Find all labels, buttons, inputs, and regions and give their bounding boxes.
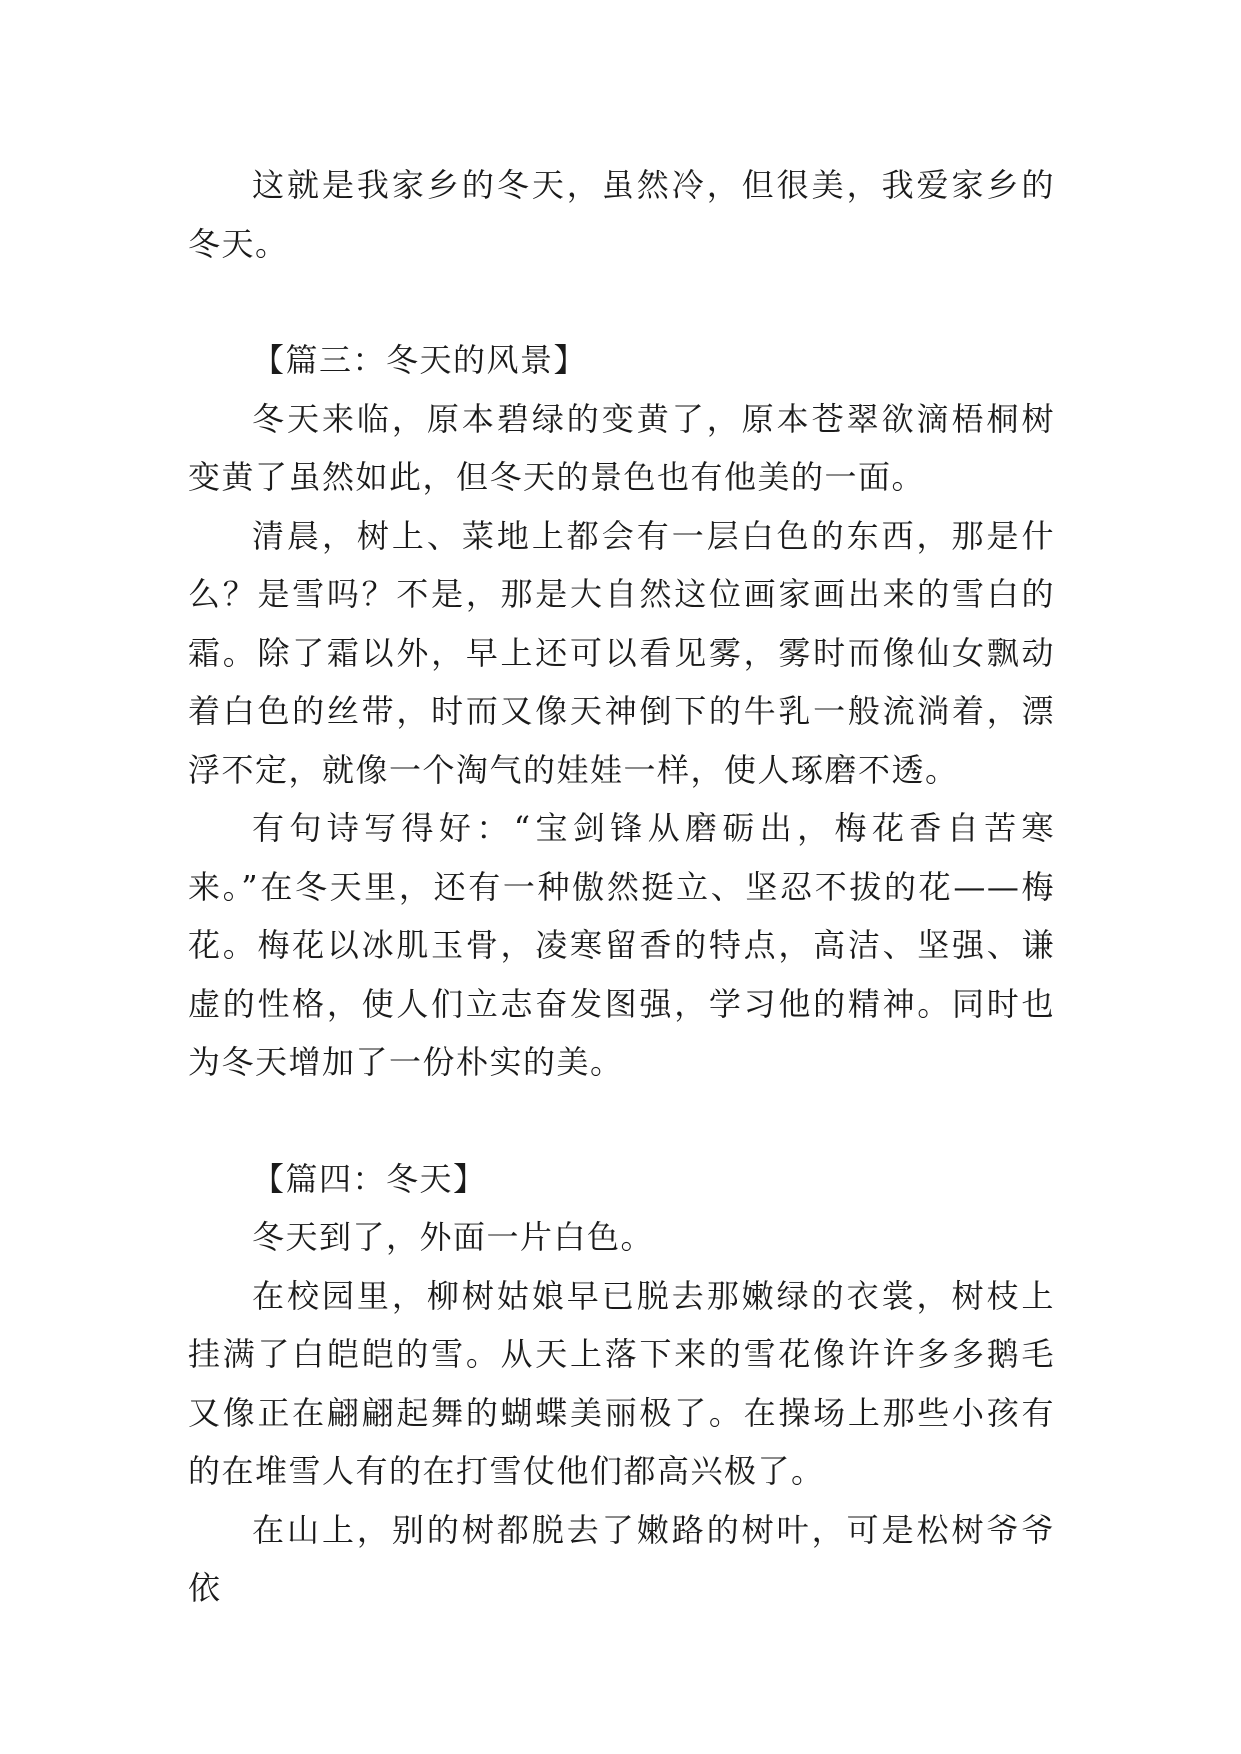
section-gap (188, 1092, 1055, 1150)
section3-paragraph-1: 冬天来临，原本碧绿的变黄了，原本苍翠欲滴梧桐树变黄了虽然如此，但冬天的景色也有他美的一面。 (188, 399, 1055, 496)
section4-paragraph-2: 在校园里，柳树姑娘早已脱去那嫩绿的衣裳，树枝上挂满了白皑皑的雪。从天上落下来的雪花像许许多多鹅毛又像正在翩翩起舞的蝴蝶美丽极了。在操场上那些小孩有的在堆雪人有的在打雪仗他们都高兴极了。 (188, 1276, 1055, 1490)
section3-paragraph-2: 清晨，树上、菜地上都会有一层白色的东西，那是什么？是雪吗？不是，那是大自然这位画家画出来的雪白的霜。除了霜以外，早上还可以看见雾，雾时而像仙女飘动着白色的丝带，时而又像天神倒下的牛乳一般流淌着，漂浮不定，就像一个淘气的娃娃一样，使人琢磨不透。 (188, 516, 1055, 789)
intro-paragraph: 这就是我家乡的冬天，虽然冷，但很美，我爱家乡的冬天。 (188, 166, 1055, 263)
section3-heading: 【篇三：冬天的风景】 (252, 341, 588, 379)
section4-paragraph-1: 冬天到了，外面一片白色。 (252, 1218, 655, 1256)
section-gap (188, 273, 1055, 331)
section4-heading: 【篇四：冬天】 (252, 1159, 487, 1198)
section4-paragraph-3: 在山上，别的树都脱去了嫩路的树叶，可是松树爷爷依 (188, 1510, 1055, 1607)
document-body (188, 156, 1055, 1618)
section3-paragraph-3: 有句诗写得好：“宝剑锋从磨砺出，梅花香自苦寒来。”在冬天里，还有一种傲然挺立、坚忍不拔的花——梅花。梅花以冰肌玉骨，凌寒留香的特点，高洁、坚强、谦虚的性格，使人们立志奋发图强，学习他的精神。同时也为冬天增加了一份朴实的美。 (188, 809, 1055, 1081)
